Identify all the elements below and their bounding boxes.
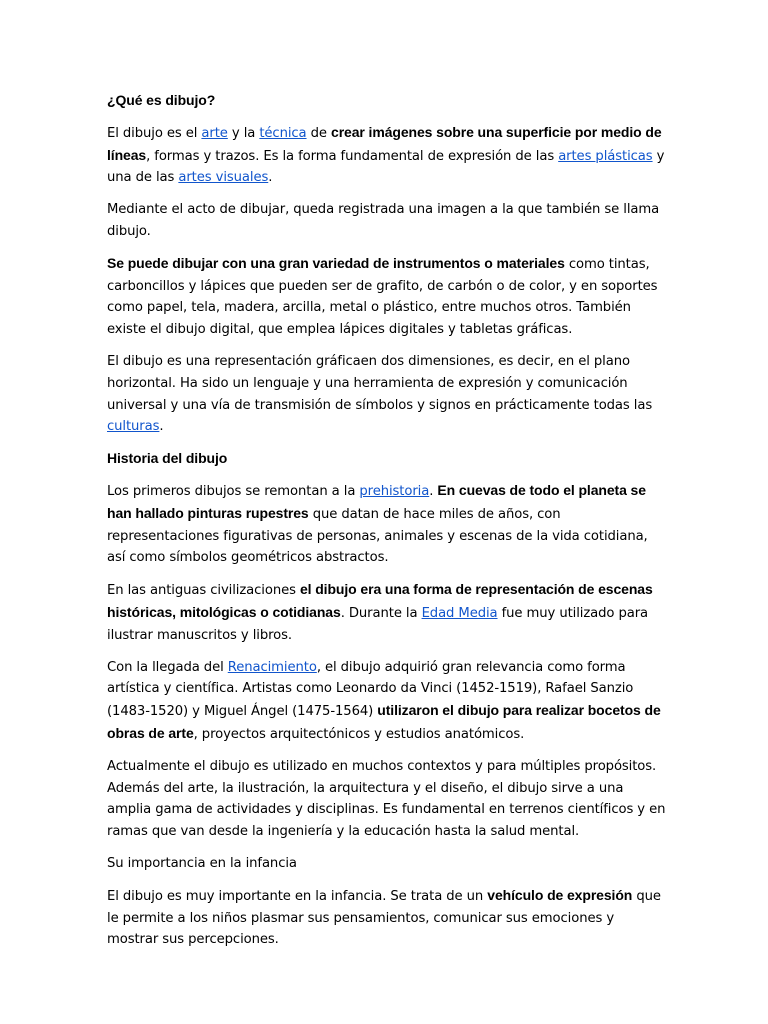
link-artes-visuales[interactable]: artes visuales — [178, 170, 269, 186]
paragraph-registro: Mediante el acto de dibujar, queda registrada una imagen a la que también se llama dibujo. — [107, 202, 660, 239]
paragraph-representacion: El dibujo es una representación gráficaen dos dimensiones, es decir, en el plano horizontal. Ha sido un lenguaje y una herramienta de expresión y comunicación universal y una vía de transmisión de símbolos y signos en prácticamente todas las culturas. — [107, 353, 653, 435]
bold-text: utilizaron el dibujo para realizar bocetos de obras de arte — [107, 702, 661, 741]
link-arte[interactable]: arte — [201, 125, 228, 141]
link-culturas[interactable]: culturas — [107, 419, 160, 435]
bold-text: En cuevas de todo el planeta se han hallado pinturas rupestres — [107, 481, 646, 521]
paragraph-renacimiento: Con la llegada del Renacimiento, el dibujo adquirió gran relevancia como forma artística y científica. Artistas como Leonardo da Vinci (1452-1519), Rafael Sanzio (1483-1520) y Miguel Ángel (1475-1564) utilizaron el dibujo para realizar bocetos de obras de arte, proyectos arquitectónicos y estudios anatómicos. — [107, 659, 661, 742]
bold-text: crear imágenes sobre una superficie por medio de líneas — [107, 123, 662, 163]
paragraph-civilizaciones: En las antiguas civilizaciones el dibujo era una forma de representación de escenas históricas, mitológicas o cotidianas. Durante la Edad Media fue muy utilizado para ilustrar manuscritos y libros. — [107, 581, 653, 643]
bold-text: Se puede dibujar con una gran variedad de instrumentos o materiales — [107, 254, 565, 271]
paragraph-prehistoria: Los primeros dibujos se remontan a la prehistoria. En cuevas de todo el planeta se han hallado pinturas rupestres que datan de hace miles de años, con representaciones figurativas de personas, animales y escenas de la vida cotidiana, así como símbolos geométricos abstractos. — [107, 481, 648, 566]
link-renacimiento[interactable]: Renacimiento — [227, 659, 317, 675]
section-heading-historia: Historia del dibujo — [107, 450, 228, 467]
link-edad-media[interactable]: Edad Media — [421, 605, 498, 621]
bold-text: vehículo de expresión — [487, 886, 633, 903]
link-artes-plasticas[interactable]: artes plásticas — [558, 148, 653, 164]
bold-text: el dibujo era una forma de representación de escenas históricas, mitológicas o cotidianas — [107, 581, 653, 620]
page-title: ¿Qué es dibujo? — [107, 92, 216, 108]
section-heading-infancia: Su importancia en la infancia — [107, 855, 297, 871]
paragraph-actualidad: Actualmente el dibujo es utilizado en muchos contextos y para múltiples propósitos. Además del arte, la ilustración, la arquitectura y el diseño, el dibujo sirve a una amplia gama de actividades y disciplinas. Es fundamental en terrenos científicos y en ramas que van desde la ingeniería y la educación hasta la salud mental. — [107, 758, 666, 840]
paragraph-materiales: Se puede dibujar con una gran variedad de instrumentos o materiales como tintas, carboncillos y lápices que pueden ser de grafito, de carbón o de color, y en soportes como papel, tela, madera, arcilla, metal o plástico, entre muchos otros. También existe el dibujo digital, que emplea lápices digitales y tabletas gráficas. — [107, 254, 658, 338]
paragraph-infancia: El dibujo es muy importante en la infancia. Se trata de un vehículo de expresión que le permite a los niños plasmar sus pensamientos, comunicar sus emociones y mostrar sus percepciones. — [107, 886, 661, 948]
paragraph-definition: El dibujo es el arte y la técnica de crear imágenes sobre una superficie por medio de líneas, formas y trazos. Es la forma fundamental de expresión de las artes plásticas y una de las artes visuales. — [107, 123, 665, 186]
link-tecnica[interactable]: técnica — [259, 125, 307, 141]
link-prehistoria[interactable]: prehistoria — [359, 483, 430, 499]
